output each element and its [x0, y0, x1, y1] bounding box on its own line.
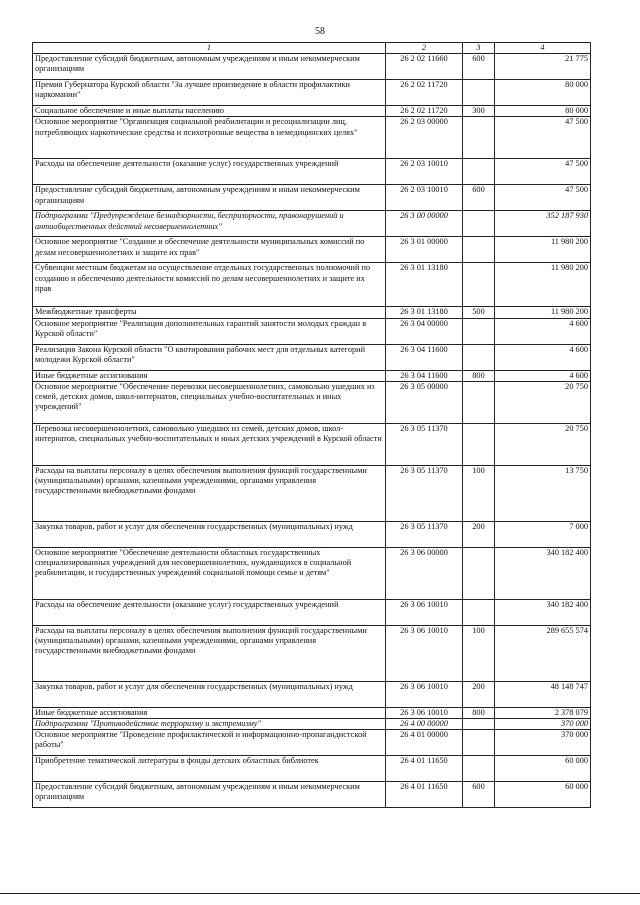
row-code: 26 3 04 00000	[386, 318, 463, 344]
row-amount: 47 500	[495, 159, 591, 185]
row-name: Основное мероприятие "Обеспечение перевозки несовершеннолетних, самовольно ушедших из семей, детских домов, школ-интернатов, специальных учебно-воспитательных и иных учреждений"	[33, 381, 386, 423]
table-row	[33, 756, 591, 782]
row-amount: 4 600	[495, 344, 591, 370]
row-kvr	[463, 599, 495, 625]
table-row	[33, 80, 591, 106]
row-code: 26 3 05 00000	[386, 381, 463, 423]
row-kvr: 300	[463, 106, 495, 117]
row-amount: 47 500	[495, 185, 591, 211]
row-kvr: 200	[463, 681, 495, 707]
row-name: Предоставление субсидий бюджетным, автономным учреждениям и иным некоммерческим организациям	[33, 782, 386, 808]
table-row	[33, 211, 591, 237]
row-code: 26 2 03 10010	[386, 185, 463, 211]
row-name: Межбюджетные трансферты	[33, 307, 386, 318]
table-row	[33, 719, 591, 730]
row-name: Расходы на выплаты персоналу в целях обеспечения выполнения функций государственными (муниципальными) органами, казенными учреждениями, органами управления государственными внебюджетными фондами	[33, 625, 386, 681]
row-code: 26 3 06 00000	[386, 547, 463, 599]
row-name: Социальное обеспечение и иные выплаты населению	[33, 106, 386, 117]
table-header-row	[33, 43, 591, 54]
row-code: 26 4 01 11650	[386, 756, 463, 782]
row-amount: 20 750	[495, 423, 591, 465]
table-row	[33, 681, 591, 707]
table-row	[33, 707, 591, 718]
budget-table	[32, 42, 591, 808]
header-col-code: 2	[386, 43, 463, 54]
row-kvr	[463, 80, 495, 106]
row-name: Основное мероприятие "Создание и обеспечение деятельности муниципальных комиссий по делам несовершеннолетних и защите их прав"	[33, 237, 386, 263]
row-code: 26 3 05 11370	[386, 521, 463, 547]
row-amount: 289 655 574	[495, 625, 591, 681]
row-kvr: 600	[463, 782, 495, 808]
row-code: 26 3 04 11600	[386, 370, 463, 381]
row-amount: 80 000	[495, 106, 591, 117]
table-row	[33, 521, 591, 547]
row-amount: 7 000	[495, 521, 591, 547]
row-kvr	[463, 237, 495, 263]
row-kvr: 500	[463, 307, 495, 318]
table-body	[33, 54, 591, 808]
header-col-amount: 4	[495, 43, 591, 54]
row-name: Субвенции местным бюджетам на осуществление отдельных государственных полномочий по созданию и обеспечению деятельности комиссий по делам несовершеннолетних и защите их прав	[33, 263, 386, 307]
row-amount: 2 378 079	[495, 707, 591, 718]
row-amount: 352 187 930	[495, 211, 591, 237]
table-row	[33, 318, 591, 344]
header-col-kvr: 3	[463, 43, 495, 54]
row-name: Реализация Закона Курской области "О квотировании рабочих мест для отдельных категорий молодежи Курской области"	[33, 344, 386, 370]
row-kvr	[463, 344, 495, 370]
row-name: Закупка товаров, работ и услуг для обеспечения государственных (муниципальных) нужд	[33, 521, 386, 547]
row-code: 26 2 02 11720	[386, 80, 463, 106]
row-amount: 20 750	[495, 381, 591, 423]
row-amount: 60 000	[495, 756, 591, 782]
row-kvr	[463, 719, 495, 730]
row-name: Основное мероприятие "Обеспечение деятельности областных государственных специализированных учреждений для несовершеннолетних, нуждающихся в социальной реабилитации, и государственных учреждений социальной помощи семье и детям"	[33, 547, 386, 599]
row-amount: 370 000	[495, 719, 591, 730]
row-code: 26 4 00 00000	[386, 719, 463, 730]
table-row	[33, 381, 591, 423]
row-code: 26 3 01 13180	[386, 263, 463, 307]
row-name: Предоставление субсидий бюджетным, автономным учреждениям и иным некоммерческим организациям	[33, 185, 386, 211]
row-code: 26 2 03 10010	[386, 159, 463, 185]
table-row	[33, 117, 591, 159]
row-amount: 340 182 400	[495, 599, 591, 625]
row-name: Основное мероприятие "Реализация дополнительных гарантий занятости молодых граждан в Курской области"	[33, 318, 386, 344]
row-name: Расходы на выплаты персоналу в целях обеспечения выполнения функций государственными (муниципальными) органами, казенными учреждениями, органами управления государственными внебюджетными фондами	[33, 465, 386, 521]
table-row	[33, 730, 591, 756]
row-kvr	[463, 381, 495, 423]
row-code: 26 3 06 10010	[386, 625, 463, 681]
row-name: Основное мероприятие "Организация социальной реабилитации и ресоциализации лиц, потребляющих наркотические средства и психотропные вещества в немедицинских целях"	[33, 117, 386, 159]
row-amount: 80 000	[495, 80, 591, 106]
row-kvr	[463, 211, 495, 237]
table-row	[33, 106, 591, 117]
row-code: 26 3 06 10010	[386, 599, 463, 625]
row-name: Расходы на обеспечение деятельности (оказание услуг) государственных учреждений	[33, 599, 386, 625]
table-row	[33, 307, 591, 318]
row-amount: 60 000	[495, 782, 591, 808]
row-amount: 11 980 200	[495, 307, 591, 318]
table-row	[33, 54, 591, 80]
row-amount: 11 980 200	[495, 263, 591, 307]
row-name: Подпрограмма "Предупреждение безнадзорности, беспризорности, правонарушений и антиобщественных действий несовершеннолетних"	[33, 211, 386, 237]
table-row	[33, 370, 591, 381]
row-kvr	[463, 117, 495, 159]
row-kvr: 600	[463, 185, 495, 211]
row-kvr: 600	[463, 54, 495, 80]
row-code: 26 2 03 00000	[386, 117, 463, 159]
row-name: Закупка товаров, работ и услуг для обеспечения государственных (муниципальных) нужд	[33, 681, 386, 707]
row-code: 26 4 01 00000	[386, 730, 463, 756]
row-amount: 11 980 200	[495, 237, 591, 263]
row-amount: 13 750	[495, 465, 591, 521]
row-name: Подпрограмма "Противодействие терроризму и экстремизму"	[33, 719, 386, 730]
row-name: Приобретение тематической литературы в фонды детских областных библиотек	[33, 756, 386, 782]
row-kvr	[463, 423, 495, 465]
row-kvr	[463, 547, 495, 599]
bottom-rule	[0, 893, 640, 894]
table-row	[33, 159, 591, 185]
row-amount: 4 600	[495, 318, 591, 344]
row-amount: 48 148 747	[495, 681, 591, 707]
row-kvr: 800	[463, 370, 495, 381]
row-code: 26 3 05 11370	[386, 465, 463, 521]
table-row	[33, 237, 591, 263]
row-name: Иные бюджетные ассигнования	[33, 707, 386, 718]
row-kvr	[463, 730, 495, 756]
row-code: 26 3 01 13180	[386, 307, 463, 318]
table-row	[33, 344, 591, 370]
row-code: 26 3 05 11370	[386, 423, 463, 465]
row-code: 26 3 06 10010	[386, 681, 463, 707]
row-kvr	[463, 318, 495, 344]
row-amount: 370 000	[495, 730, 591, 756]
row-amount: 47 500	[495, 117, 591, 159]
row-kvr: 100	[463, 625, 495, 681]
row-code: 26 3 06 10010	[386, 707, 463, 718]
row-name: Основное мероприятие "Проведение профилактической и информационно-пропагандистской работы"	[33, 730, 386, 756]
table-row	[33, 782, 591, 808]
page-number: 58	[315, 26, 325, 37]
row-kvr	[463, 159, 495, 185]
row-code: 26 3 00 00000	[386, 211, 463, 237]
row-kvr: 800	[463, 707, 495, 718]
row-amount: 4 600	[495, 370, 591, 381]
header-col-name: 1	[33, 43, 386, 54]
table-row	[33, 263, 591, 307]
row-code: 26 4 01 11650	[386, 782, 463, 808]
row-name: Премия Губернатора Курской области "За лучшее произведение в области профилактики наркомании"	[33, 80, 386, 106]
row-name: Перевозка несовершеннолетних, самовольно ушедших из семей, детских домов, школ-интернатов, специальных учебно-воспитательных и иных детских учреждений в Курской области	[33, 423, 386, 465]
row-amount: 21 775	[495, 54, 591, 80]
row-code: 26 2 02 11720	[386, 106, 463, 117]
table-row	[33, 599, 591, 625]
row-code: 26 2 02 11660	[386, 54, 463, 80]
row-amount: 340 182 400	[495, 547, 591, 599]
row-code: 26 3 01 00000	[386, 237, 463, 263]
row-kvr	[463, 263, 495, 307]
table-row	[33, 547, 591, 599]
row-kvr: 100	[463, 465, 495, 521]
row-name: Предоставление субсидий бюджетным, автономным учреждениям и иным некоммерческим организациям	[33, 54, 386, 80]
row-name: Расходы на обеспечение деятельности (оказание услуг) государственных учреждений	[33, 159, 386, 185]
table-row	[33, 185, 591, 211]
row-name: Иные бюджетные ассигнования	[33, 370, 386, 381]
table-row	[33, 625, 591, 681]
row-kvr	[463, 756, 495, 782]
table-row	[33, 423, 591, 465]
table-row	[33, 465, 591, 521]
row-code: 26 3 04 11600	[386, 344, 463, 370]
row-kvr: 200	[463, 521, 495, 547]
